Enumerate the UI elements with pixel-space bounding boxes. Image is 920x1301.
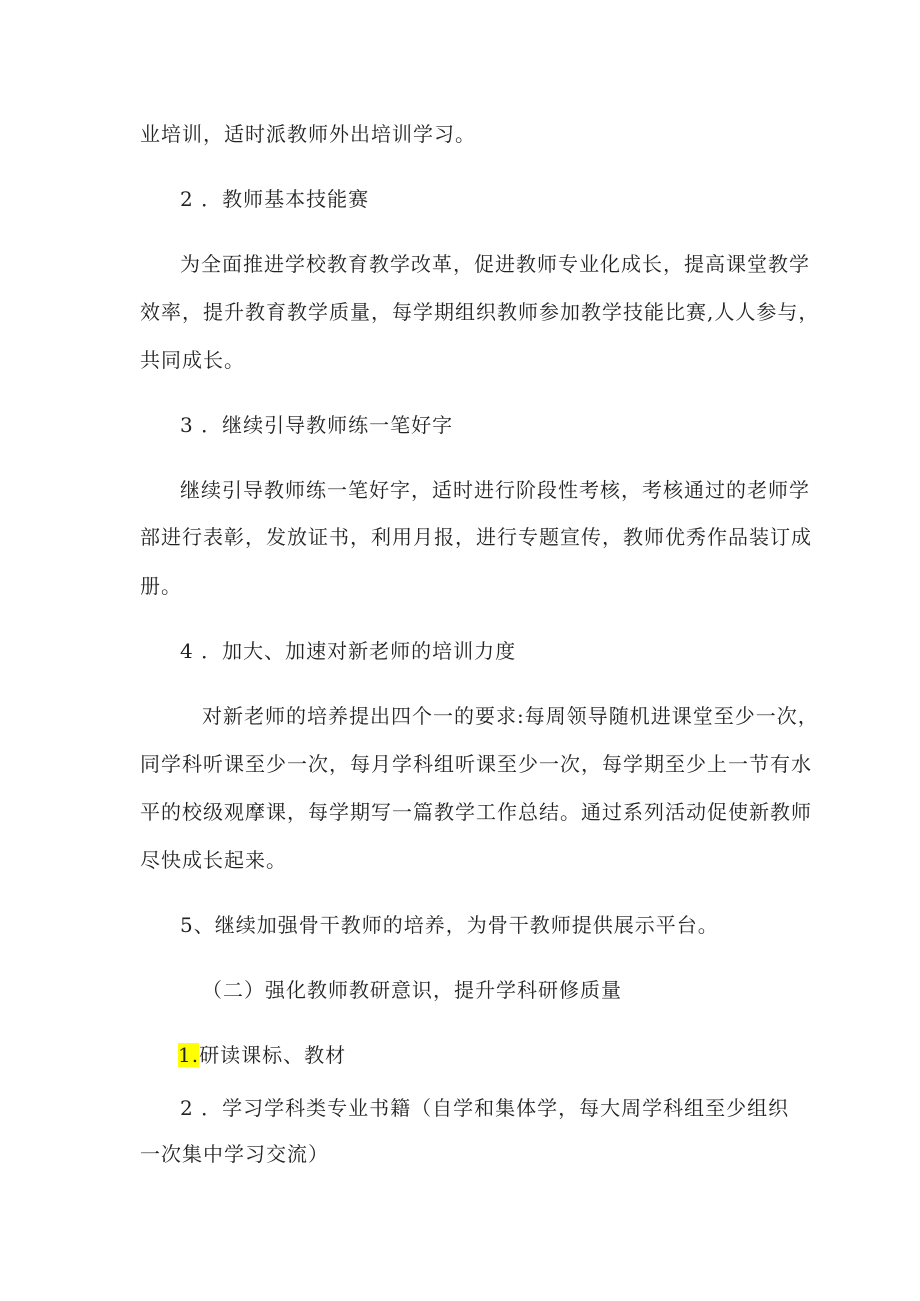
highlighted-number: 1. [178,1043,200,1067]
subsection-heading: （二）强化教师教研意识，提升学科研修质量 [202,978,622,1002]
text-line: 尽快成长起来。 [140,848,287,872]
section-heading: 3 ．继续引导教师练一笔好字 [180,413,454,437]
text-line: 册。 [140,574,182,598]
text-line: 对新老师的培养提出四个一的要求:每周领导随机进课堂至少一次， [202,704,819,728]
text-line: 平的校级观摩课，每学期写一篇教学工作总结。通过系列活动促使新教师 [140,800,812,824]
section-heading: 2 ．学习学科类专业书籍（自学和集体学，每大周学科组至少组织 [180,1096,790,1120]
text-line: 继续引导教师练一笔好字，适时进行阶段性考核，考核通过的老师学 [180,478,810,502]
text-line: 同学科听课至少一次，每月学科组听课至少一次，每学期至少上一节有水 [140,752,812,776]
numbered-item [178,1043,346,1067]
text-line: 一次集中学习交流） [140,1142,329,1166]
section-heading: 2 ．教师基本技能赛 [180,187,370,211]
section-heading: 5、继续加强骨干教师的培养，为骨干教师提供展示平台。 [180,913,719,937]
section-heading: 4 ．加大、加速对新老师的培训力度 [180,639,517,663]
text-line: 为全面推进学校教育教学改革，促进教师专业化成长，提高课堂教学 [180,252,810,276]
text-line: 业培训，适时派教师外出培训学习。 [140,122,476,146]
item-text: 研读课标、教材 [199,1043,347,1067]
text-line: 部进行表彰，发放证书，利用月报，进行专题宣传，教师优秀作品装订成 [140,525,812,549]
text-line: 共同成长。 [140,348,245,372]
text-line: 效率，提升教育教学质量，每学期组织教师参加教学技能比赛,人人参与， [140,300,820,324]
